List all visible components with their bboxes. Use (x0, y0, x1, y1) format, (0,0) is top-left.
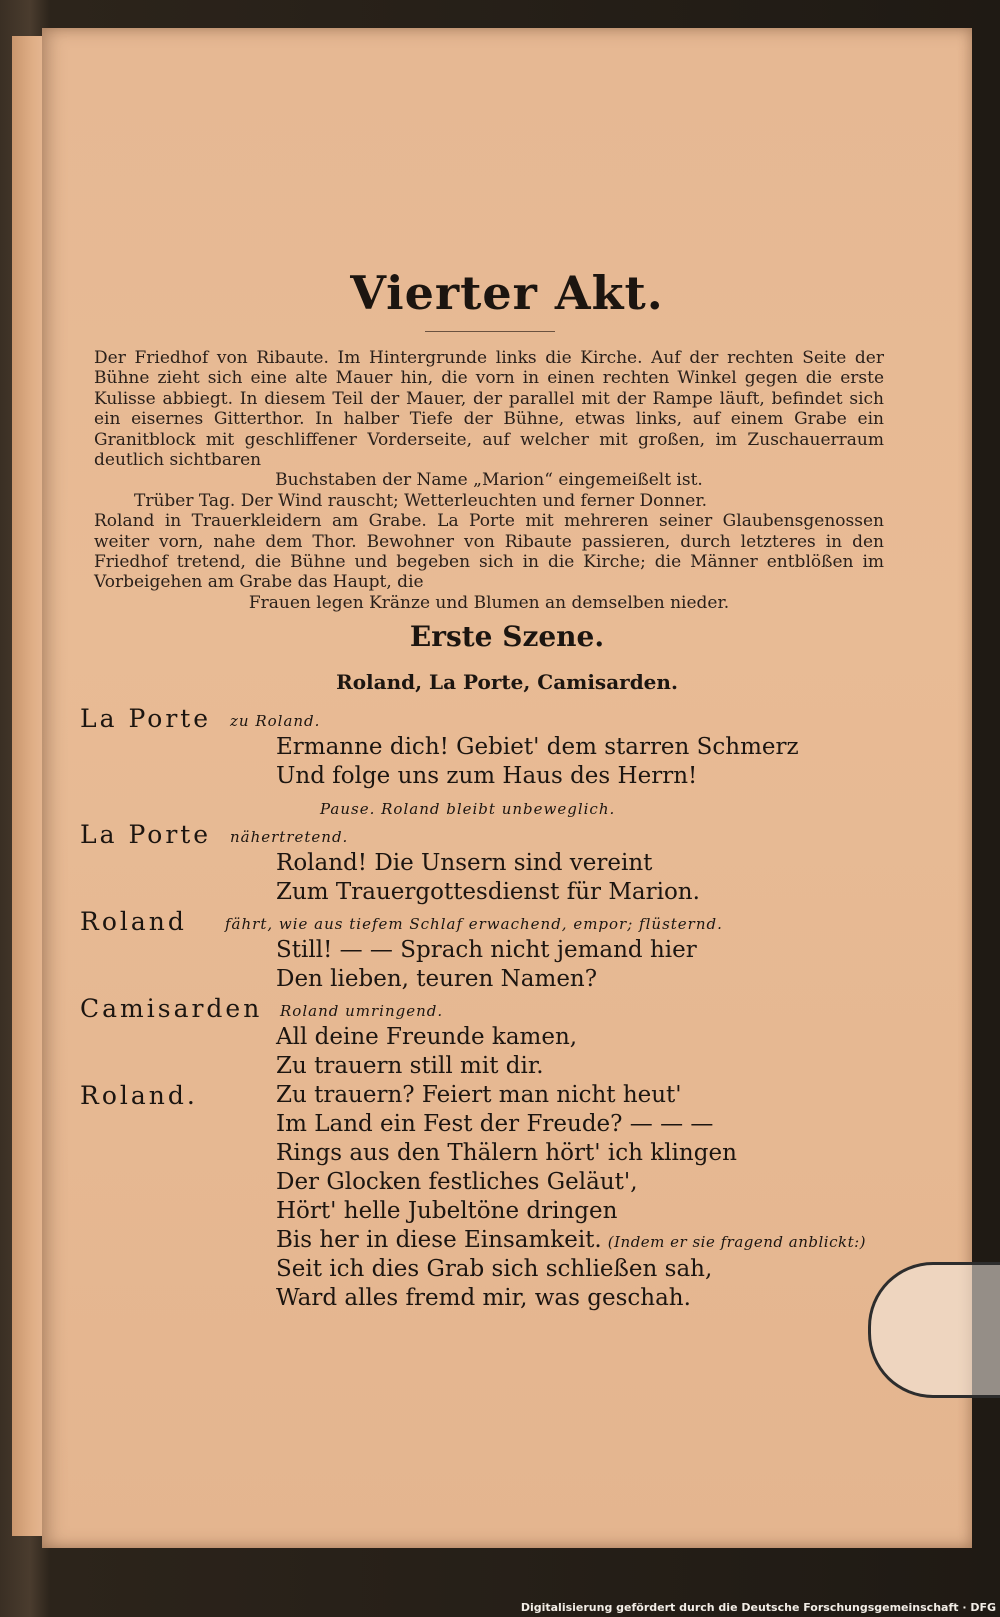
verse-line (276, 1284, 691, 1313)
verse-text: Zu trauern? Feiert man nicht heut' (276, 1082, 682, 1108)
verse-line (276, 936, 697, 965)
stage-direction (94, 348, 884, 613)
stage-paragraph: Trüber Tag. Der Wind rauscht; Wetterleuchten und ferner Donner. (134, 490, 708, 511)
verse-line (276, 1110, 713, 1139)
speaker-name: La Porte (80, 820, 212, 849)
pause-direction: Pause. Roland bleibt unbeweglich. (320, 800, 616, 818)
dialogue-line (80, 1052, 960, 1081)
verse-line (276, 849, 652, 878)
dialogue-line (80, 1168, 960, 1197)
dialogue-line (80, 1081, 960, 1110)
stage-paragraph: Buchstaben der Name „Marion“ eingemeißelt ist. (275, 470, 703, 491)
verse-text: Im Land ein Fest der Freude? — — — (276, 1111, 714, 1137)
dialogue (80, 704, 960, 1313)
book-page (42, 28, 972, 1548)
stage-paragraph: Frauen legen Kränze und Blumen an demselben nieder. (248, 592, 730, 613)
stage-direction-inline: fährt, wie aus tiefem Schlaf erwachend, empor; flüsternd. (225, 915, 723, 933)
dialogue-line (80, 907, 960, 936)
verse-line (276, 1023, 577, 1052)
verse-line (276, 762, 697, 791)
verse-text: Und folge uns zum Haus des Herrn! (276, 763, 698, 789)
dialogue-line (80, 1139, 960, 1168)
verse-line (276, 878, 700, 907)
verse-direction: (Indem er sie fragend anblickt:) (607, 1233, 867, 1251)
dialogue-line (80, 1226, 960, 1255)
verse-text: Der Glocken festliches Geläut', (276, 1169, 638, 1195)
verse-text: Zum Trauergottesdienst für Marion. (276, 879, 700, 905)
verse-text: Zu trauern still mit dir. (276, 1053, 544, 1079)
dialogue-line (80, 936, 960, 965)
speaker-name: Roland. (80, 1081, 198, 1110)
speaker-name: La Porte (80, 704, 212, 733)
verse-text: Hört' helle Jubeltöne dringen (276, 1198, 618, 1224)
dialogue-line (80, 791, 960, 820)
page-edge (12, 36, 46, 1536)
verse-text: All deine Freunde kamen, (276, 1024, 578, 1050)
verse-text: Still! — — Sprach nicht jemand hier (276, 937, 697, 963)
verse-line (276, 1255, 712, 1284)
verse-line (276, 965, 597, 994)
verse-line (276, 1081, 682, 1110)
verse-line (276, 1226, 866, 1257)
act-title: Vierter Akt. (350, 266, 664, 320)
verse-text: Bis her in diese Einsamkeit. (276, 1227, 602, 1253)
dialogue-line (80, 965, 960, 994)
footer-credit: Digitalisierung gefördert durch die Deutsche Forschungsgemeinschaft · DFG (520, 1601, 996, 1614)
verse-text: Ward alles fremd mir, was geschah. (276, 1285, 691, 1311)
verse-text: Rings aus den Thälern hört' ich klingen (276, 1140, 737, 1166)
dialogue-line (80, 849, 960, 878)
speaker-name: Roland (80, 907, 187, 936)
dialogue-line (80, 1110, 960, 1139)
dialogue-line (80, 1023, 960, 1052)
verse-text: Seit ich dies Grab sich schließen sah, (276, 1256, 713, 1282)
verse-line (276, 1197, 617, 1226)
stage-direction-inline: zu Roland. (230, 712, 321, 730)
dialogue-line (80, 1255, 960, 1284)
scene-characters: Roland, La Porte, Camisarden. (336, 670, 678, 694)
dialogue-line (80, 1284, 960, 1313)
scene-title: Erste Szene. (409, 620, 605, 653)
stage-paragraph: Roland in Trauerkleidern am Grabe. La Porte mit mehreren seiner Glaubensgenossen weiter vorn, nahe dem Thor. Bewohner von Ribaute passieren, durch letzteres in den Friedhof tretend, die Bühne und begeben sich in die Kirche; die Männer entblößen im Vorbeigehen am Grabe das Haupt, die (94, 511, 884, 593)
verse-line (276, 733, 799, 762)
verse-line (276, 1168, 638, 1197)
dialogue-line (80, 733, 960, 762)
speaker-name: Camisarden (80, 994, 263, 1023)
dialogue-line (80, 1197, 960, 1226)
stage-paragraph: Der Friedhof von Ribaute. Im Hintergrunde links die Kirche. Auf der rechten Seite der Bühne zieht sich eine alte Mauer hin, die vorn in einen rechten Winkel gegen die erste Kulisse abbiegt. In diesem Teil der Mauer, der parallel mit der Rampe läuft, befindet sich ein eisernes Gitterthor. In halber Tiefe der Bühne, etwas links, auf einem Grabe ein Granitblock mit geschliffener Vorderseite, auf welcher mit großen, im Zuschauerraum deutlich sichtbaren (94, 348, 884, 471)
verse-text: Roland! Die Unsern sind vereint (276, 850, 653, 876)
verse-line (276, 1052, 544, 1081)
verse-text: Den lieben, teuren Namen? (276, 966, 598, 992)
dialogue-line (80, 762, 960, 791)
page-clip (868, 1262, 1000, 1398)
dialogue-line (80, 704, 960, 733)
stage-direction-inline: nähertretend. (230, 828, 349, 846)
verse-line (276, 1139, 737, 1168)
verse-text: Ermanne dich! Gebiet' dem starren Schmerz (276, 734, 799, 760)
dialogue-line (80, 994, 960, 1023)
dialogue-line (80, 878, 960, 907)
title-divider (425, 331, 555, 332)
stage-direction-inline: Roland umringend. (280, 1002, 444, 1020)
dialogue-line (80, 820, 960, 849)
